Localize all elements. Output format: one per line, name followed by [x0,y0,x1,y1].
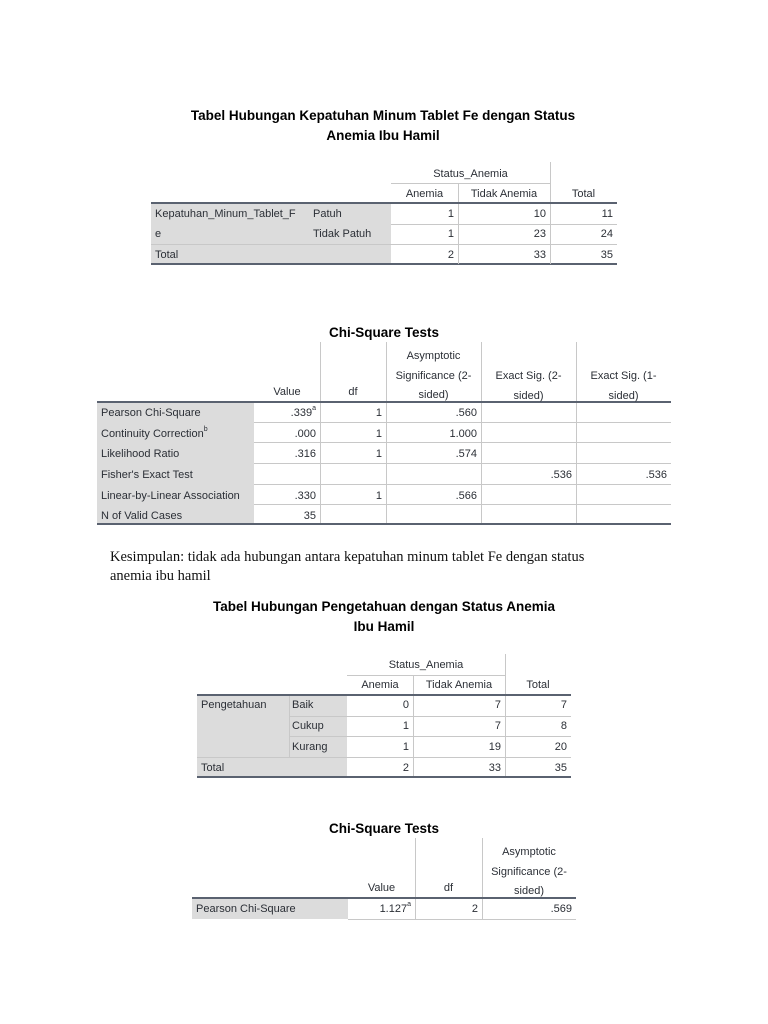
divider [320,403,321,523]
cell-value: .316 [294,448,316,460]
footnote-mark: a [312,405,316,412]
row-label-baik: Baik [292,699,314,711]
cell-value: .330 [294,490,316,502]
bottom-rule [97,523,671,525]
row-label-patuh: Patuh [313,208,342,220]
row-label: Fisher's Exact Test [101,469,193,481]
divider [391,224,617,225]
col-header-tidak-anemia: Tidak Anemia [470,188,538,200]
row-variable-label: Kepatuhan_Minum_Tablet_F [155,208,296,220]
group-header: Status_Anemia [433,168,508,180]
divider [348,919,576,920]
cell-value [254,407,316,419]
cell: 1 [402,741,409,753]
total-label: Total [201,762,225,774]
cell-df: 1 [375,490,382,502]
cell: 19 [488,741,501,753]
cell-asymp: .566 [455,490,477,502]
row-label [101,428,208,440]
cell: 33 [488,762,501,774]
header-rule [197,694,571,696]
divider [254,463,671,464]
table2-title [197,597,571,637]
header-line: Significance (2- [395,369,472,382]
divider [197,757,571,758]
col-header-anemia: Anemia [405,188,444,200]
footnote-mark: a [407,901,411,908]
cell-exact2: .536 [550,469,572,481]
row-label: Pearson Chi-Square [101,407,201,419]
table2-title-line1: Tabel Hubungan Pengetahuan dengan Status Anemia [212,599,556,614]
table1-title-line1: Tabel Hubungan Kepatuhan Minum Tablet Fe dengan Status [190,108,576,123]
col-header-exact1 [576,367,671,406]
col-header-asymp [386,347,481,406]
chi1-title: Chi-Square Tests [328,325,440,340]
label-text: Continuity Correction [101,428,204,440]
table2-title-line2: Ibu Hamil [353,619,415,634]
row-variable-label: Pengetahuan [201,699,267,711]
cell: 1 [402,720,409,732]
header-line: sided) [418,389,449,401]
total-label: Total [155,249,179,261]
cell-df: 1 [375,407,382,419]
divider [481,403,482,523]
row-label-tidak-patuh: Tidak Patuh [313,228,372,240]
col-header-total: Total [526,679,550,691]
bottom-rule [151,263,617,265]
divider [254,422,671,423]
header-line: Asymptotic [502,846,556,858]
cell: 8 [560,720,567,732]
col-header-df: df [443,882,454,894]
header-line: sided) [514,885,544,897]
divider [289,716,571,717]
table1-title-line2: Anemia Ibu Hamil [326,128,440,143]
cell: 1 [447,208,454,220]
value-text: .339 [290,407,313,419]
cell-value: 35 [303,510,316,522]
cell-asymp: 1.000 [449,428,477,440]
row-label: Pearson Chi-Square [196,903,296,915]
col-header-tidak-anemia: Tidak Anemia [425,679,493,691]
conclusion-line2: anemia ibu hamil [110,568,211,584]
footnote-mark: b [203,426,208,433]
header-line: sided) [608,389,639,402]
divider [254,484,671,485]
cell-df: 2 [471,903,478,915]
chi2-title: Chi-Square Tests [328,821,440,836]
cell: 33 [533,249,546,261]
header-line: Significance (2- [491,865,567,878]
header-line: sided) [513,389,544,402]
cell-value [348,903,411,915]
bottom-rule [197,776,571,778]
divider [391,183,550,184]
row-label-cukup: Cukup [292,720,324,732]
cell-asymp: .560 [455,407,477,419]
col-header-value: Value [273,386,301,398]
header-line: Asymptotic [406,350,461,362]
row-label: N of Valid Cases [101,510,183,522]
col-header-exact2 [481,367,576,406]
cell: 2 [447,249,454,261]
row-label: Linear-by-Linear Association [101,490,240,502]
cell: 2 [402,762,409,774]
cell: 7 [494,699,501,711]
cell: 35 [554,762,567,774]
table1-title [150,106,616,146]
divider [289,736,571,737]
cell: 0 [402,699,409,711]
divider [254,504,671,505]
cell-df: 1 [375,428,382,440]
col-header-value: Value [367,882,396,894]
col-header-df: df [348,386,358,398]
cell: 7 [494,720,501,732]
row-label-kurang: Kurang [292,741,328,753]
row-variable-label-cont: e [155,228,162,240]
cell-asymp: .569 [550,903,572,915]
cell: 24 [600,228,613,240]
divider [151,244,617,245]
header-line: Exact Sig. (1- [590,370,657,382]
divider [386,403,387,523]
cell: 10 [533,208,546,220]
divider [254,442,671,443]
cell: 7 [560,699,567,711]
cell: 20 [554,741,567,753]
row-label: Likelihood Ratio [101,448,180,460]
col-header-asymp [482,843,576,902]
cell-asymp: .574 [455,448,477,460]
conclusion-line1: Kesimpulan: tidak ada hubungan antara kepatuhan minum tablet Fe dengan status [110,549,585,565]
value-text: 1.127 [379,903,408,915]
cell: 11 [601,208,613,220]
conclusion-text [110,548,670,586]
header-rule [151,202,617,204]
cell-value: .000 [294,428,316,440]
header-line: Exact Sig. (2- [495,370,562,382]
group-header: Status_Anemia [388,659,464,671]
divider [289,696,290,757]
col-header-anemia: Anemia [361,679,399,691]
divider [347,675,505,676]
col-header-total: Total [571,188,596,200]
cell-exact1: .536 [645,469,667,481]
cell: 23 [533,228,546,240]
cell: 35 [600,249,613,261]
divider [576,403,577,523]
cell-df: 1 [375,448,382,460]
row-label-shade [97,402,254,524]
cell: 1 [447,228,454,240]
